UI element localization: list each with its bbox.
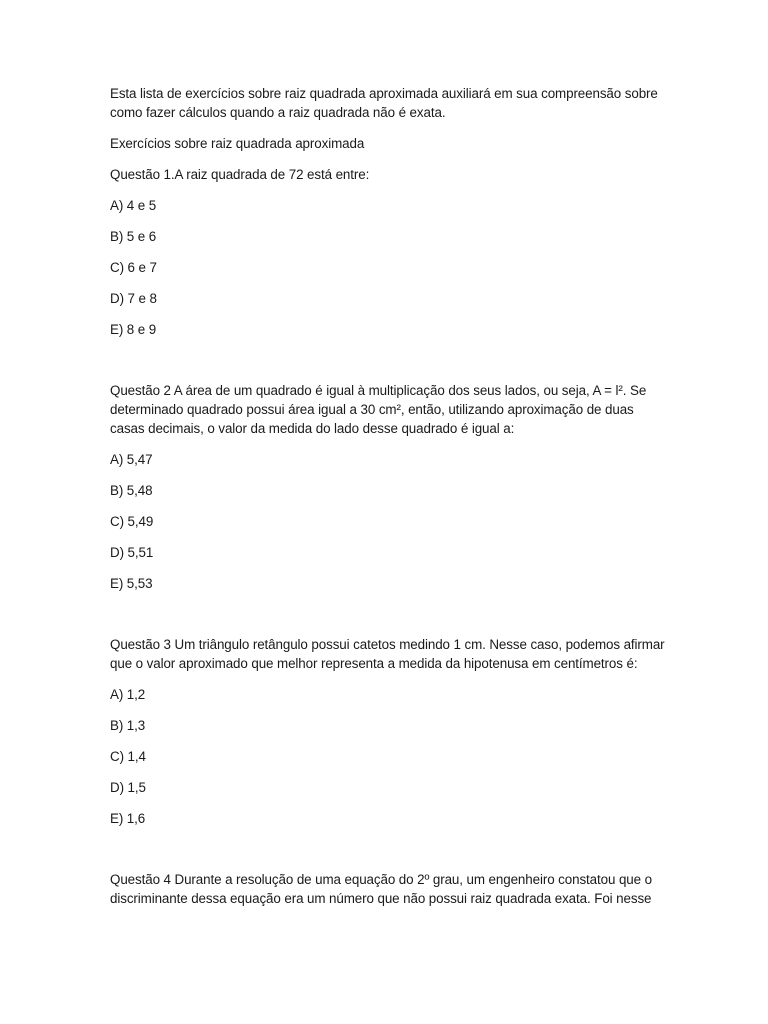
- question-4: [110, 870, 658, 908]
- answer-option-e: E) 5,53: [110, 576, 153, 591]
- question-stem-line: discriminante dessa equação era um número que não possui raiz quadrada exata. Foi nesse: [110, 891, 652, 906]
- document-body: [110, 84, 665, 920]
- answer-option-c: C) 5,49: [110, 514, 154, 529]
- section-heading: [110, 134, 658, 153]
- question-stem-line: que o valor aproximado que melhor representa a medida da hipotenusa em centímetros é:: [110, 656, 638, 671]
- intro-paragraph: [110, 84, 658, 122]
- answer-option-d: D) 5,51: [110, 545, 154, 560]
- question-stem-line: determinado quadrado possui área igual a 30 cm², então, utilizando aproximação de duas: [110, 402, 634, 417]
- question-stem-line: Questão 1.A raiz quadrada de 72 está entre:: [110, 167, 370, 182]
- answer-option-a: A) 5,47: [110, 452, 153, 467]
- answer-option-d: D) 1,5: [110, 780, 146, 795]
- question-stem-line: Questão 3 Um triângulo retângulo possui catetos medindo 1 cm. Nesse caso, podemos afirmar: [110, 637, 665, 652]
- answer-option-e: E) 8 e 9: [110, 322, 157, 337]
- question-stem: [110, 165, 658, 184]
- answer-option-c: C) 1,4: [110, 749, 146, 764]
- question-stem: [110, 870, 658, 908]
- answer-option-e: E) 1,6: [110, 811, 146, 826]
- question-spacer: [110, 840, 658, 870]
- answer-option-d: D) 7 e 8: [110, 291, 157, 306]
- question-stem-line: Questão 4 Durante a resolução de uma equação do 2º grau, um engenheiro constatou que o: [110, 872, 652, 887]
- question-stem: [110, 635, 665, 673]
- question-1: [110, 165, 658, 339]
- answer-option-c: C) 6 e 7: [110, 260, 157, 275]
- intro-line: como fazer cálculos quando a raiz quadrada não é exata.: [110, 105, 446, 120]
- intro-line: Esta lista de exercícios sobre raiz quadrada aproximada auxiliará em sua compreensão sobre: [110, 86, 658, 101]
- question-spacer: [110, 351, 658, 381]
- section-heading-text: Exercícios sobre raiz quadrada aproximada: [110, 136, 365, 151]
- question-stem: [110, 381, 658, 438]
- answer-option-b: B) 5,48: [110, 483, 153, 498]
- answer-option-b: B) 5 e 6: [110, 229, 157, 244]
- answer-option-a: A) 1,2: [110, 687, 146, 702]
- question-spacer: [110, 605, 658, 635]
- question-stem-line: casas decimais, o valor da medida do lado desse quadrado é igual a:: [110, 421, 515, 436]
- answer-option-a: A) 4 e 5: [110, 198, 157, 213]
- question-3: [110, 635, 665, 828]
- answer-option-b: B) 1,3: [110, 718, 146, 733]
- question-2: [110, 381, 658, 593]
- question-stem-line: Questão 2 A área de um quadrado é igual à multiplicação dos seus lados, ou seja, A = l². Se: [110, 383, 647, 398]
